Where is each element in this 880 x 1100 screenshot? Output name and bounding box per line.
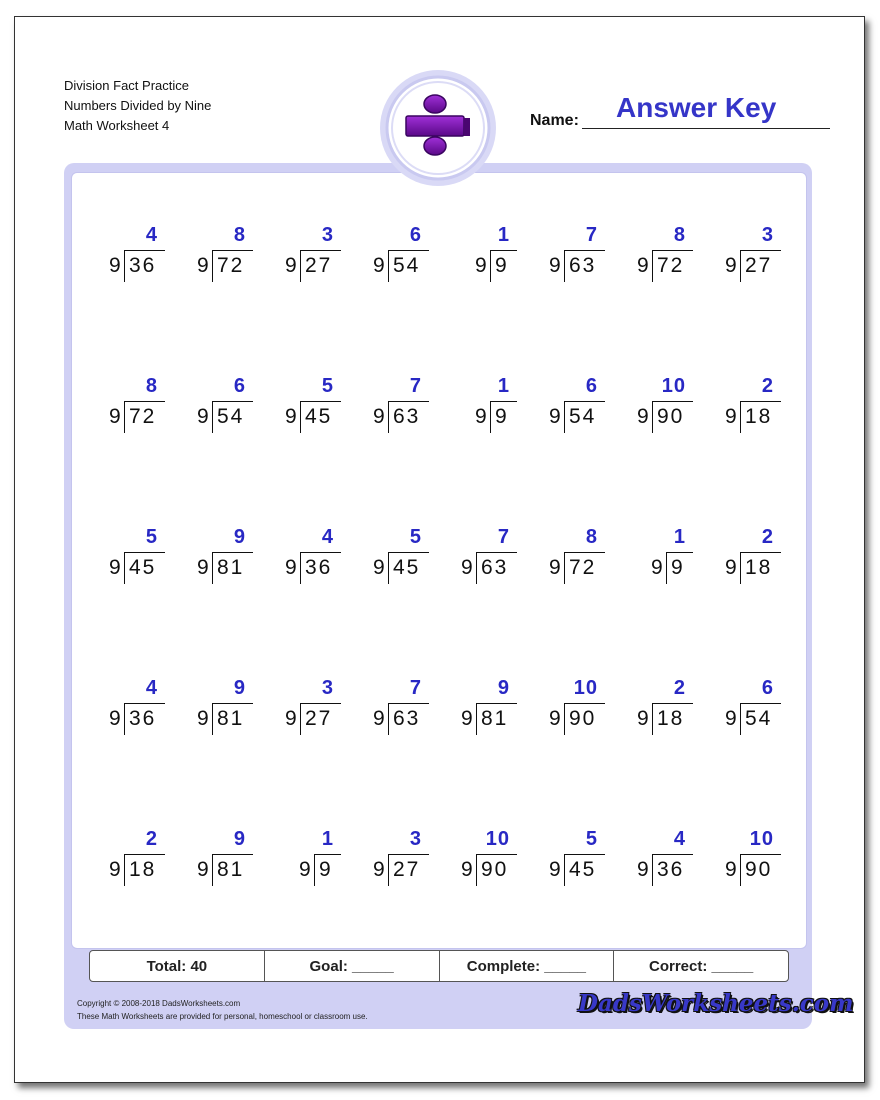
dividend: 81: [481, 707, 509, 730]
division-problem: [438, 224, 518, 286]
dividend: 81: [217, 858, 245, 881]
divisor: 9: [475, 254, 487, 277]
divisor: 9: [651, 556, 663, 579]
divisor: 9: [197, 254, 209, 277]
divisor: 9: [725, 405, 737, 428]
quotient-answer: 10: [749, 828, 774, 850]
division-problem: [86, 526, 166, 588]
divisor: 9: [461, 858, 473, 881]
quotient-answer: 1: [497, 375, 510, 397]
name-line: [582, 128, 830, 129]
division-problem: [702, 526, 782, 588]
division-problem: [86, 375, 166, 437]
dividend: 45: [305, 405, 333, 428]
division-problem: [86, 224, 166, 286]
quotient-answer: 2: [145, 828, 158, 850]
division-problem: [350, 677, 430, 739]
quotient-answer: 10: [661, 375, 686, 397]
quotient-answer: 8: [233, 224, 246, 246]
name-field: [530, 92, 830, 132]
dividend: 54: [745, 707, 773, 730]
dividend: 45: [393, 556, 421, 579]
divisor: 9: [285, 556, 297, 579]
division-problem: [438, 677, 518, 739]
division-problem: [526, 526, 606, 588]
quotient-answer: 9: [233, 526, 246, 548]
divisor: 9: [285, 405, 297, 428]
header-line-2: Numbers Divided by Nine: [64, 98, 212, 113]
quotient-answer: 5: [321, 375, 334, 397]
copyright-text: Copyright © 2008-2018 DadsWorksheets.com: [77, 999, 241, 1008]
dividend: 90: [657, 405, 685, 428]
quotient-answer: 2: [761, 526, 774, 548]
quotient-answer: 10: [573, 677, 598, 699]
divisor: 9: [285, 254, 297, 277]
quotient-answer: 9: [233, 828, 246, 850]
dividend: 54: [393, 254, 421, 277]
divisor: 9: [461, 556, 473, 579]
quotient-answer: 9: [497, 677, 510, 699]
division-problem: [262, 828, 342, 890]
divisor: 9: [197, 858, 209, 881]
dividend: 90: [481, 858, 509, 881]
dividend: 36: [305, 556, 333, 579]
divisor: 9: [475, 405, 487, 428]
answer-key-label: Answer Key: [616, 92, 777, 123]
quotient-answer: 4: [673, 828, 686, 850]
quotient-answer: 4: [145, 224, 158, 246]
dividend: 18: [745, 405, 773, 428]
quotient-answer: 8: [585, 526, 598, 548]
divisor: 9: [549, 858, 561, 881]
divisor: 9: [109, 254, 121, 277]
division-problem: [438, 828, 518, 890]
quotient-answer: 2: [673, 677, 686, 699]
copyright-notice: [77, 997, 368, 1023]
quotient-answer: 8: [673, 224, 686, 246]
dividend: 90: [569, 707, 597, 730]
division-problem: [614, 828, 694, 890]
divisor: 9: [637, 254, 649, 277]
divisor: 9: [549, 405, 561, 428]
division-problem: [614, 375, 694, 437]
quotient-answer: 10: [485, 828, 510, 850]
dividend: 72: [569, 556, 597, 579]
dividend: 63: [393, 707, 421, 730]
dividend: 72: [129, 405, 157, 428]
division-problem: [350, 224, 430, 286]
divisor: 9: [197, 405, 209, 428]
divisor: 9: [725, 254, 737, 277]
dividend: 27: [393, 858, 421, 881]
quotient-answer: 1: [673, 526, 686, 548]
total-cell: Total: 40: [90, 951, 265, 981]
divisor: 9: [109, 556, 121, 579]
quotient-answer: 3: [321, 224, 334, 246]
division-problem: [438, 375, 518, 437]
quotient-answer: 5: [585, 828, 598, 850]
division-problem: [350, 828, 430, 890]
quotient-answer: 7: [585, 224, 598, 246]
dividend: 63: [569, 254, 597, 277]
division-problem: [614, 224, 694, 286]
divisor: 9: [109, 858, 121, 881]
division-problem: [526, 224, 606, 286]
dividend: 27: [305, 707, 333, 730]
quotient-answer: 3: [409, 828, 422, 850]
division-problem: [614, 677, 694, 739]
dividend: 18: [745, 556, 773, 579]
division-problem: [702, 375, 782, 437]
divisor: 9: [725, 858, 737, 881]
division-problem: [174, 224, 254, 286]
quotient-answer: 6: [585, 375, 598, 397]
dividend: 36: [129, 254, 157, 277]
dividend: 54: [217, 405, 245, 428]
dividend: 45: [129, 556, 157, 579]
divisor: 9: [373, 707, 385, 730]
dividend: 54: [569, 405, 597, 428]
dividend: 18: [657, 707, 685, 730]
division-sign-icon: [380, 70, 496, 186]
usage-text: These Math Worksheets are provided for personal, homeschool or classroom use.: [77, 1012, 368, 1021]
division-problem: [350, 375, 430, 437]
divisor: 9: [549, 556, 561, 579]
divisor: 9: [373, 858, 385, 881]
brand-logo: DadsWorksheets.com: [578, 990, 854, 1017]
quotient-answer: 4: [145, 677, 158, 699]
division-problem: [526, 677, 606, 739]
divisor: 9: [461, 707, 473, 730]
quotient-answer: 9: [233, 677, 246, 699]
division-problem: [174, 526, 254, 588]
dividend: 27: [305, 254, 333, 277]
quotient-answer: 6: [233, 375, 246, 397]
quotient-answer: 5: [145, 526, 158, 548]
quotient-answer: 6: [761, 677, 774, 699]
quotient-answer: 6: [409, 224, 422, 246]
dividend: 36: [129, 707, 157, 730]
divisor: 9: [197, 707, 209, 730]
dividend: 9: [495, 254, 509, 277]
dividend: 63: [481, 556, 509, 579]
goal-cell: Goal: _____: [265, 951, 440, 981]
dividend: 72: [217, 254, 245, 277]
division-problem: [350, 526, 430, 588]
division-problem: [262, 375, 342, 437]
problem-frame: [64, 163, 812, 1029]
divisor: 9: [637, 707, 649, 730]
divisor: 9: [373, 405, 385, 428]
division-problem: [86, 677, 166, 739]
divisor: 9: [197, 556, 209, 579]
division-problem: [438, 526, 518, 588]
dividend: 81: [217, 707, 245, 730]
division-problem: [614, 526, 694, 588]
division-problem: [526, 828, 606, 890]
division-problem: [262, 526, 342, 588]
divisor: 9: [373, 254, 385, 277]
divisor: 9: [637, 405, 649, 428]
divisor: 9: [109, 707, 121, 730]
quotient-answer: 8: [145, 375, 158, 397]
quotient-answer: 7: [497, 526, 510, 548]
header-line-3: Math Worksheet 4: [64, 118, 170, 133]
divisor: 9: [637, 858, 649, 881]
division-problem: [526, 375, 606, 437]
division-problem: [86, 828, 166, 890]
division-emblem: [380, 70, 496, 186]
worksheet-header: [64, 76, 211, 136]
quotient-answer: 4: [321, 526, 334, 548]
divisor: 9: [725, 707, 737, 730]
name-label: Name:: [530, 112, 579, 129]
dividend: 9: [671, 556, 685, 579]
dividend: 72: [657, 254, 685, 277]
quotient-answer: 3: [321, 677, 334, 699]
divisor: 9: [373, 556, 385, 579]
dividend: 18: [129, 858, 157, 881]
score-summary: [89, 950, 789, 982]
header-line-1: Division Fact Practice: [64, 78, 189, 93]
division-problem: [262, 224, 342, 286]
divisor: 9: [285, 707, 297, 730]
dividend: 9: [495, 405, 509, 428]
division-problem: [702, 828, 782, 890]
quotient-answer: 7: [409, 677, 422, 699]
dividend: 90: [745, 858, 773, 881]
division-problem: [174, 375, 254, 437]
quotient-answer: 7: [409, 375, 422, 397]
division-problem: [702, 224, 782, 286]
dividend: 27: [745, 254, 773, 277]
divisor: 9: [549, 254, 561, 277]
correct-cell: Correct: _____: [649, 957, 754, 975]
divisor: 9: [549, 707, 561, 730]
division-problem: [174, 828, 254, 890]
quotient-answer: 1: [497, 224, 510, 246]
quotient-answer: 2: [761, 375, 774, 397]
dividend: 63: [393, 405, 421, 428]
dividend: 45: [569, 858, 597, 881]
quotient-answer: 3: [761, 224, 774, 246]
divisor: 9: [725, 556, 737, 579]
divisor: 9: [109, 405, 121, 428]
division-problem: [702, 677, 782, 739]
quotient-answer: 1: [321, 828, 334, 850]
division-problem: [262, 677, 342, 739]
divisor: 9: [299, 858, 311, 881]
dividend: 81: [217, 556, 245, 579]
quotient-answer: 5: [409, 526, 422, 548]
division-problem: [174, 677, 254, 739]
dividend: 36: [657, 858, 685, 881]
complete-cell: Complete: _____: [440, 951, 615, 981]
dividend: 9: [319, 858, 333, 881]
